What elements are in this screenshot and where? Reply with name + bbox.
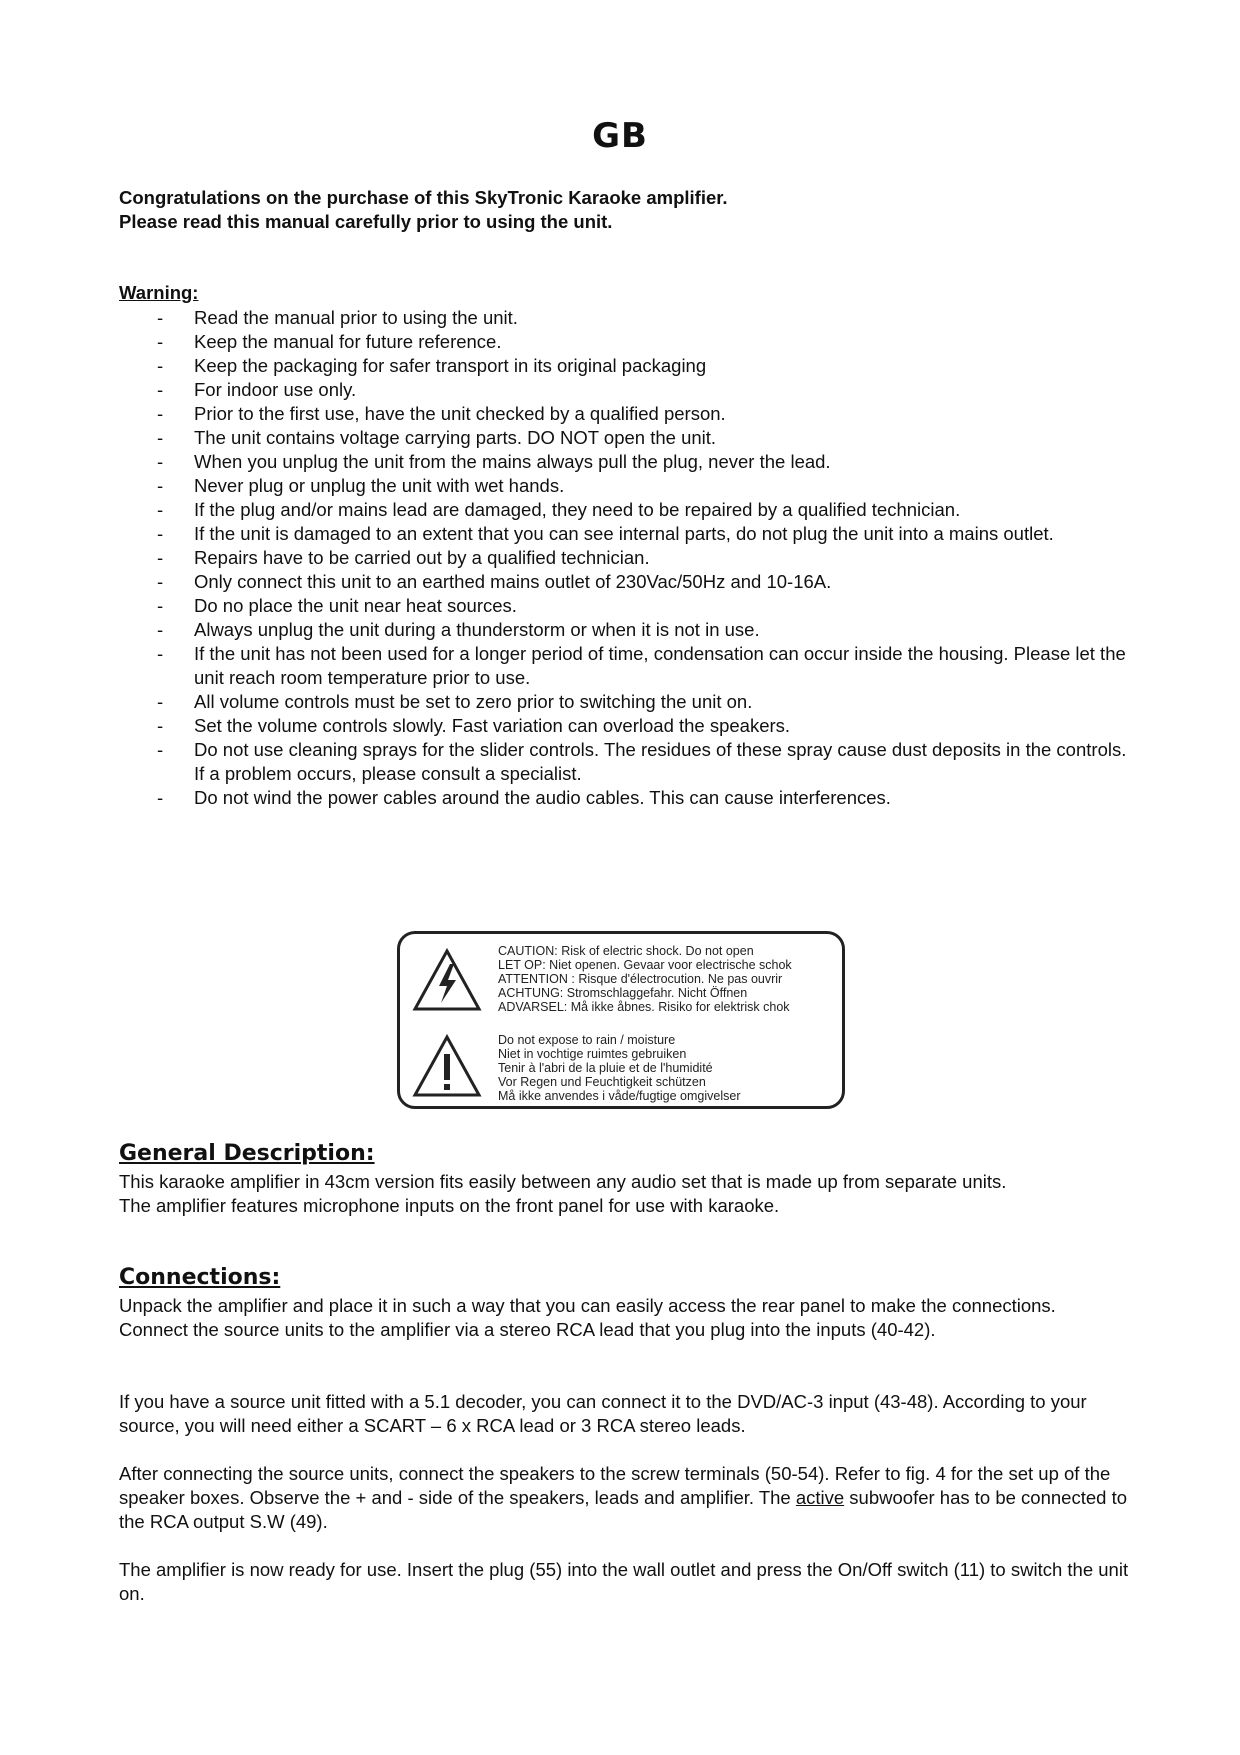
warning-item: - For indoor use only. bbox=[119, 378, 1129, 402]
warning-item: - Do not use cleaning sprays for the slider controls. The residues of these spray cause dust deposits in the controls. If a problem occurs, please consult a specialist. bbox=[119, 738, 1129, 786]
connections-paragraph-3 bbox=[119, 1462, 1129, 1534]
caution-line: CAUTION: Risk of electric shock. Do not open bbox=[498, 944, 754, 958]
language-code: GB bbox=[592, 116, 648, 156]
shock-warning-text bbox=[498, 944, 792, 1014]
active-underlined-word: active bbox=[795, 1487, 845, 1508]
intro-text bbox=[119, 186, 728, 234]
connections-paragraph-1: Unpack the amplifier and place it in such a way that you can easily access the rear panel to make the connections. Connect the source units to the amplifier via a stereo RCA lead that you plug into the inputs (40-42). bbox=[119, 1295, 1056, 1340]
warning-heading: Warning: bbox=[119, 282, 199, 303]
warning-list bbox=[119, 306, 1129, 810]
warning-item: - The unit contains voltage carrying parts. DO NOT open the unit. bbox=[119, 426, 1129, 450]
caution-label bbox=[397, 931, 845, 1109]
warning-item: - When you unplug the unit from the mains always pull the plug, never the lead. bbox=[119, 450, 1129, 474]
warning-item: - Keep the packaging for safer transport in its original packaging bbox=[119, 354, 1129, 378]
caution-line: Må ikke anvendes i våde/fugtige omgivelser bbox=[498, 1089, 741, 1103]
warning-item: - Read the manual prior to using the unit. bbox=[119, 306, 1129, 330]
connections-paragraph-3-start: After connecting the source units, connect the speakers to the screw terminals (50-54). Refer to fig. 4 for the set up of the speaker boxes. Observe the + and - side of the speakers, leads and amplifier. The bbox=[119, 1463, 1111, 1508]
warning-item: - Only connect this unit to an earthed mains outlet of 230Vac/50Hz and 10-16A. bbox=[119, 570, 1129, 594]
caution-line: ATTENTION : Risque d'électrocution. Ne pas ouvrir bbox=[498, 972, 783, 986]
warning-item: - Do not wind the power cables around the audio cables. This can cause interferences. bbox=[119, 786, 1129, 810]
connections-paragraph-3-end: subwoofer has to be connected to the RCA output S.W (49). bbox=[119, 1487, 1128, 1532]
general-description-heading: General Description: bbox=[119, 1141, 375, 1166]
connections-heading: Connections: bbox=[119, 1265, 281, 1290]
warning-item: - Prior to the first use, have the unit checked by a qualified person. bbox=[119, 402, 1129, 426]
warning-item: - If the unit is damaged to an extent that you can see internal parts, do not plug the unit into a mains outlet. bbox=[119, 522, 1129, 546]
electric-shock-warning-icon bbox=[412, 948, 482, 1012]
exclamation-warning-icon bbox=[412, 1034, 482, 1098]
warning-item: - If the unit has not been used for a longer period of time, condensation can occur inside the housing. Please let the unit reach room temperature prior to use. bbox=[119, 642, 1129, 690]
caution-line: Vor Regen und Feuchtigkeit schützen bbox=[498, 1075, 706, 1089]
warning-item: - Always unplug the unit during a thunderstorm or when it is not in use. bbox=[119, 618, 1129, 642]
general-description-line-1: This karaoke amplifier in 43cm version fits easily between any audio set that is made up from separate units. bbox=[119, 1171, 1007, 1192]
warning-item: - Never plug or unplug the unit with wet hands. bbox=[119, 474, 1129, 498]
caution-line: LET OP: Niet openen. Gevaar voor electrische schok bbox=[498, 958, 792, 972]
caution-line: Niet in vochtige ruimtes gebruiken bbox=[498, 1047, 687, 1061]
connections-paragraph-2: If you have a source unit fitted with a 5.1 decoder, you can connect it to the DVD/AC-3 input (43-48). According to your source, you will need either a SCART – 6 x RCA lead or 3 RCA stereo leads. bbox=[119, 1391, 1087, 1436]
warning-item: - All volume controls must be set to zero prior to switching the unit on. bbox=[119, 690, 1129, 714]
general-description-line-2: The amplifier features microphone inputs on the front panel for use with karaoke. bbox=[119, 1195, 780, 1216]
caution-line: ADVARSEL: Må ikke åbnes. Risiko for elektrisk chok bbox=[498, 1000, 790, 1014]
warning-item: - Do no place the unit near heat sources. bbox=[119, 594, 1129, 618]
general-description-text bbox=[119, 1170, 1129, 1218]
intro-line-2: Please read this manual carefully prior to using the unit. bbox=[119, 211, 613, 232]
intro-line-1: Congratulations on the purchase of this SkyTronic Karaoke amplifier. bbox=[119, 187, 728, 208]
moisture-warning-text bbox=[498, 1033, 741, 1103]
warning-item: - Set the volume controls slowly. Fast variation can overload the speakers. bbox=[119, 714, 1129, 738]
caution-line: Do not expose to rain / moisture bbox=[498, 1033, 676, 1047]
connections-paragraph-4: The amplifier is now ready for use. Insert the plug (55) into the wall outlet and press the On/Off switch (11) to switch the unit on. bbox=[119, 1559, 1129, 1604]
warning-item: - Keep the manual for future reference. bbox=[119, 330, 1129, 354]
warning-item: - Repairs have to be carried out by a qualified technician. bbox=[119, 546, 1129, 570]
caution-line: ACHTUNG: Stromschlaggefahr. Nicht Öffnen bbox=[498, 986, 748, 1000]
warning-item: - If the plug and/or mains lead are damaged, they need to be repaired by a qualified technician. bbox=[119, 498, 1129, 522]
caution-line: Tenir à l'abri de la pluie et de l'humidité bbox=[498, 1061, 713, 1075]
